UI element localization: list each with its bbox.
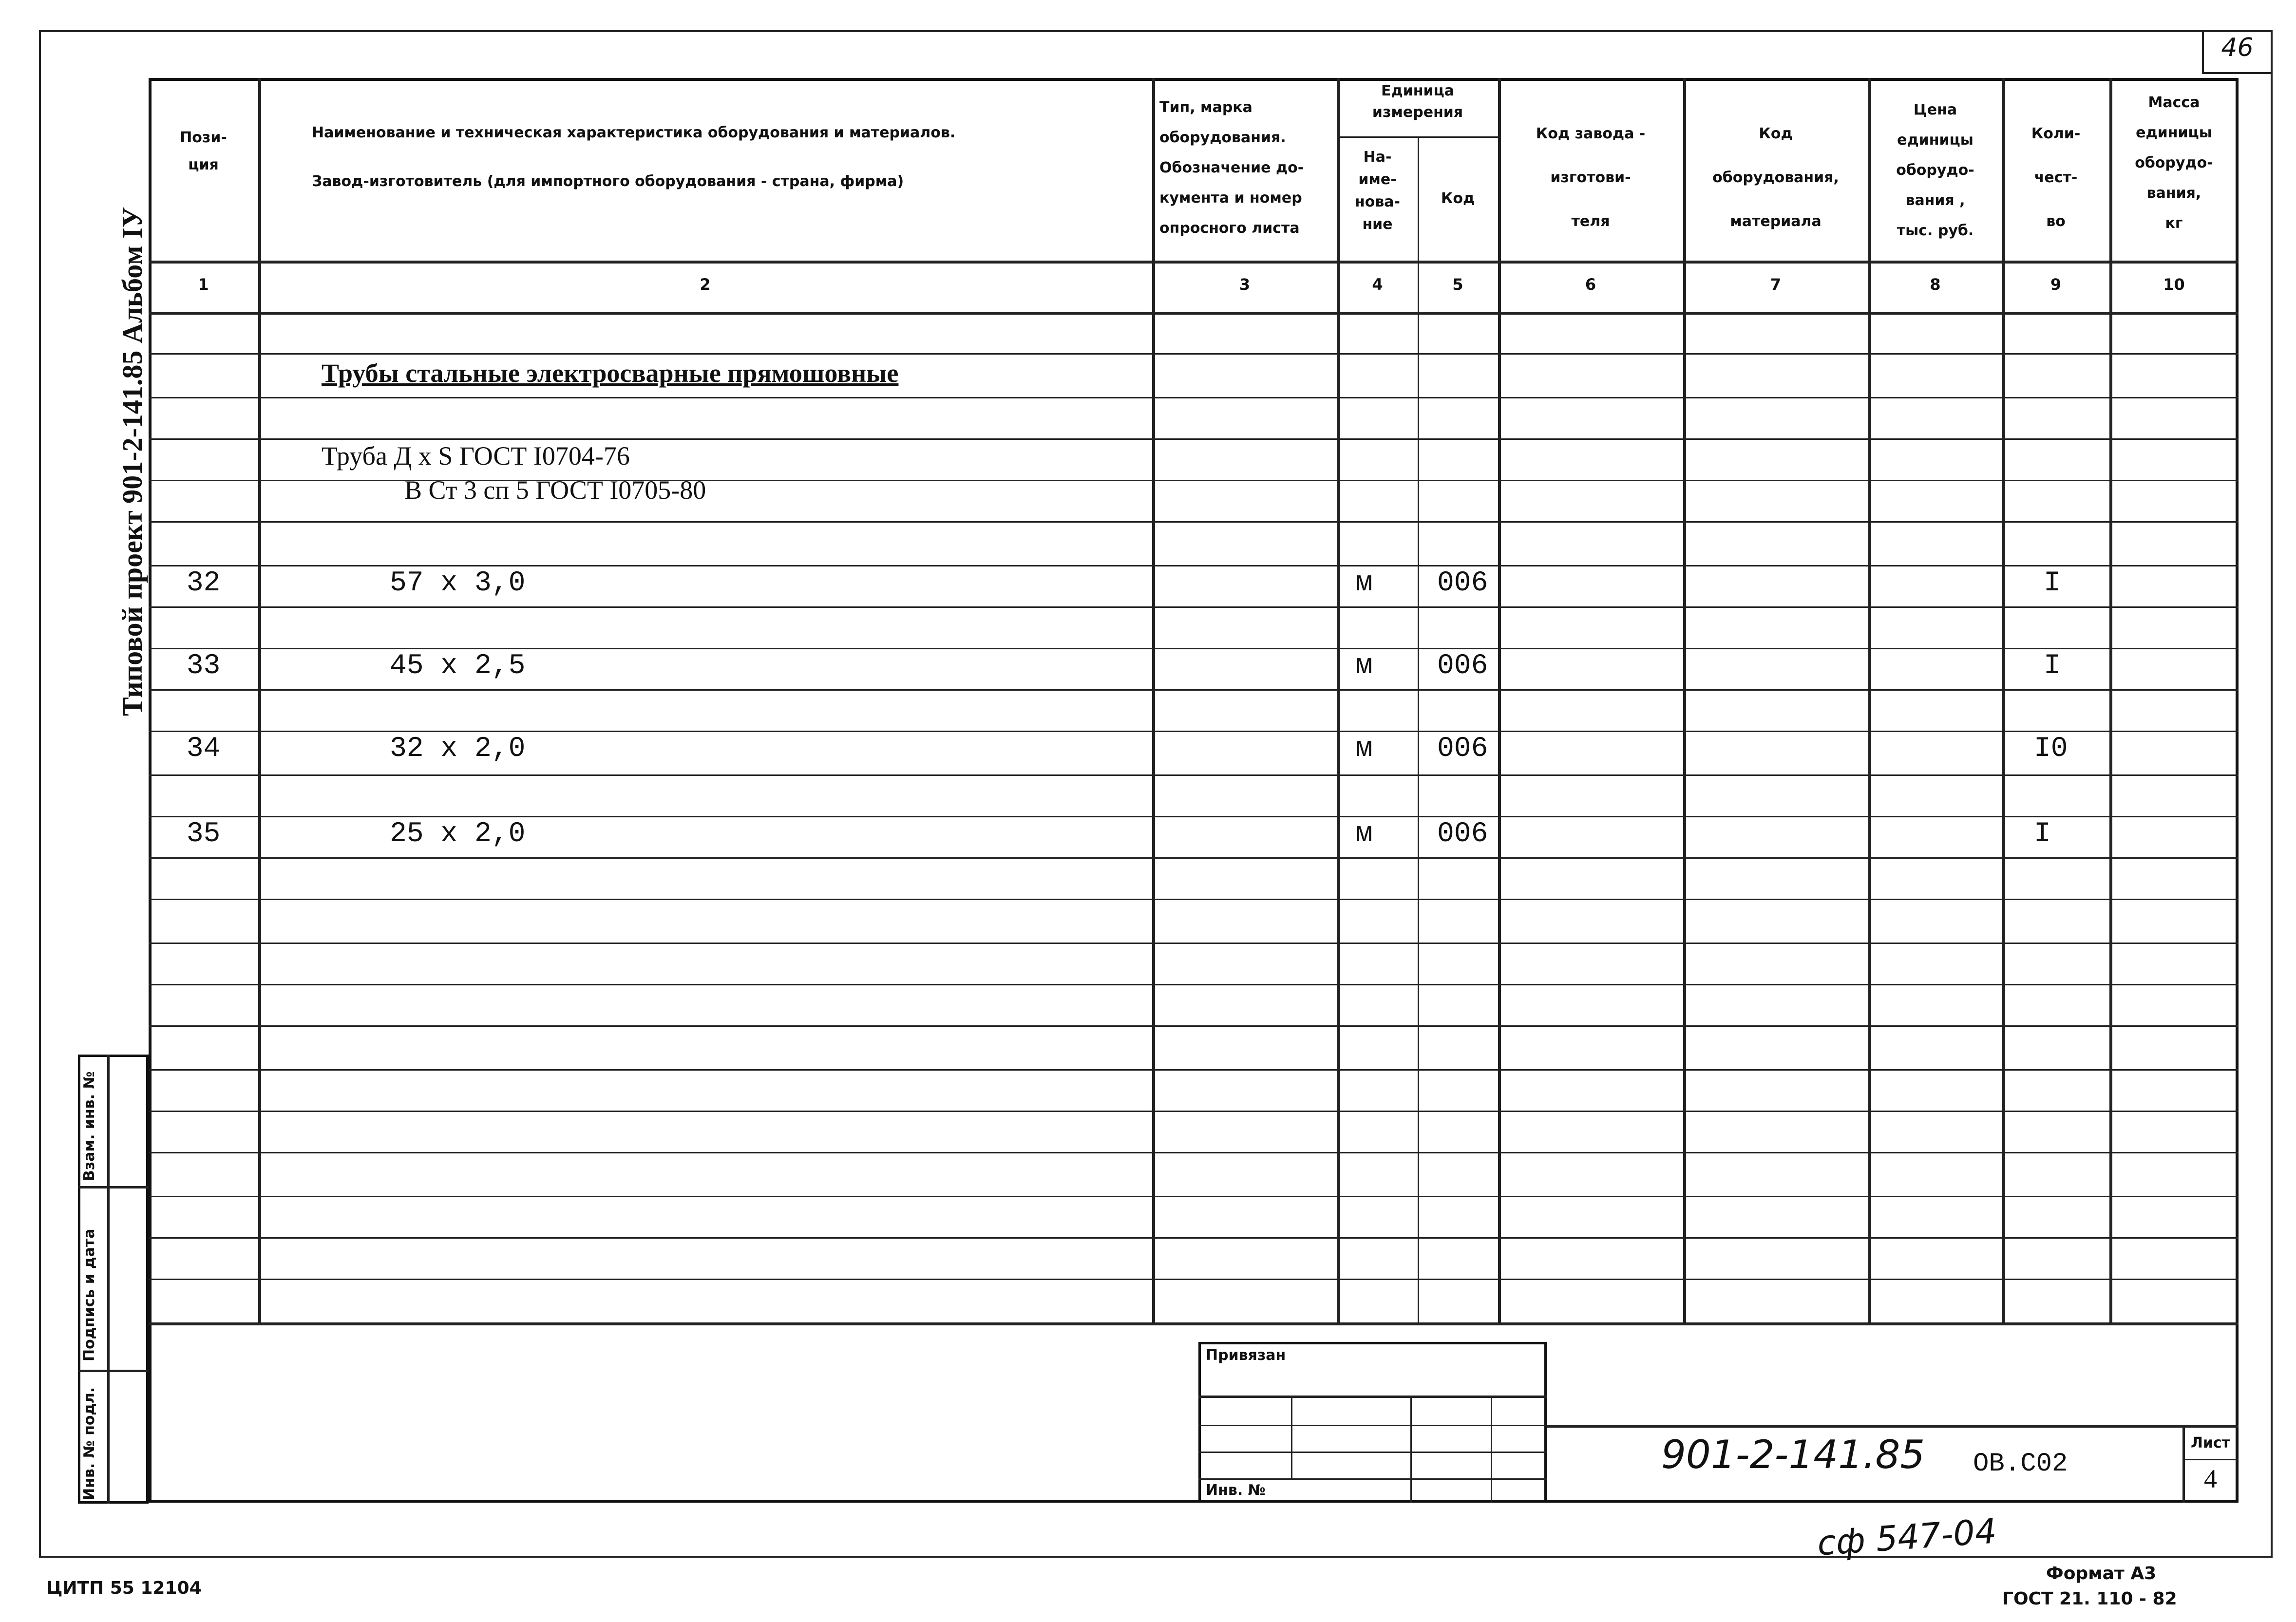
header-mass: Масса единицы оборудо- вания, кг [2135,94,2213,232]
row-code: 006 [1437,818,1488,850]
row-unit: м [1355,567,1373,599]
column-number-10: 10 [2163,275,2185,294]
tied-label: Привязан [1206,1347,1286,1364]
side-stamp-label-1: Взам. инв. № [81,1071,98,1181]
header-unit-name: На- име- нова- ние [1354,149,1401,233]
row-position: 34 [186,733,221,765]
row-quantity: I0 [2034,733,2068,765]
section-title: Трубы стальные электросварные прямошовные [322,358,899,388]
row-name: 45 х 2,5 [390,650,526,682]
header-unit-group: Единица измерения [1372,82,1463,121]
row-position: 35 [186,818,221,850]
row-unit: м [1355,650,1373,682]
row-code: 006 [1437,650,1488,682]
column-number-8: 8 [1930,275,1941,294]
header-position: Пози- ция [180,129,227,173]
column-number-3: 3 [1239,275,1251,294]
pipe-spec-line2: В Ст 3 сп 5 ГОСТ I0705-80 [404,475,706,505]
header-quantity: Коли- чест- во [2031,125,2081,230]
column-number-7: 7 [1770,275,1782,294]
column-number-2: 2 [700,275,711,294]
pipe-spec-line1: Труба Д х S ГОСТ I0704-76 [322,441,630,471]
row-position: 32 [186,567,221,599]
row-quantity: I [2034,818,2051,850]
row-unit: м [1355,733,1373,765]
header-price: Цена единицы оборудо- вания , тыс. руб. [1896,101,1974,239]
row-code: 006 [1437,733,1488,765]
row-code: 006 [1437,567,1488,599]
header-name-line2: Завод-изготовитель (для импортного оборудования - страна, фирма) [312,173,904,190]
row-name: 57 х 3,0 [390,567,526,599]
footer-left: ЦИТП 55 12104 [46,1578,202,1598]
header-equipment-code: Код оборудования, материала [1712,125,1839,230]
doc-code: ОВ.С02 [1973,1449,2068,1479]
column-number-9: 9 [2050,275,2062,294]
column-number-4: 4 [1372,275,1383,294]
side-stamp-label-2: Подпись и дата [81,1228,98,1361]
header-factory-code: Код завода - изготови- теля [1536,125,1646,230]
row-quantity: I [2044,567,2061,599]
inv-label: Инв. № [1206,1482,1266,1499]
column-number-5: 5 [1452,275,1463,294]
column-number-6: 6 [1585,275,1596,294]
header-type: Тип, марка оборудования. Обозначение до- кумента и номер опросного листа [1159,99,1304,237]
row-name: 25 х 2,0 [390,818,526,850]
handwritten-note: сф 547-04 [1816,1511,1998,1564]
sheet-number: 4 [2204,1464,2217,1493]
header-unit-code: Код [1441,190,1475,207]
row-quantity: I [2044,650,2061,682]
corner-number: 46 [2221,33,2254,62]
row-position: 33 [186,650,221,682]
project-number: 901-2-141.85 [1661,1432,1925,1477]
side-stamp-label-3: Инв. № подл. [81,1387,98,1500]
header-name-line1: Наименование и техническая характеристика оборудования и материалов. [312,124,956,141]
footer-format: Формат А3 [2046,1564,2157,1584]
footer-gost: ГОСТ 21. 110 - 82 [2002,1589,2177,1609]
side-title: Типовой проект 901-2-141.85 Альбом IУ [116,207,148,716]
row-name: 32 х 2,0 [390,733,526,765]
sheet-label: Лист [2190,1434,2231,1452]
column-number-1: 1 [198,275,209,294]
row-unit: м [1355,818,1373,850]
